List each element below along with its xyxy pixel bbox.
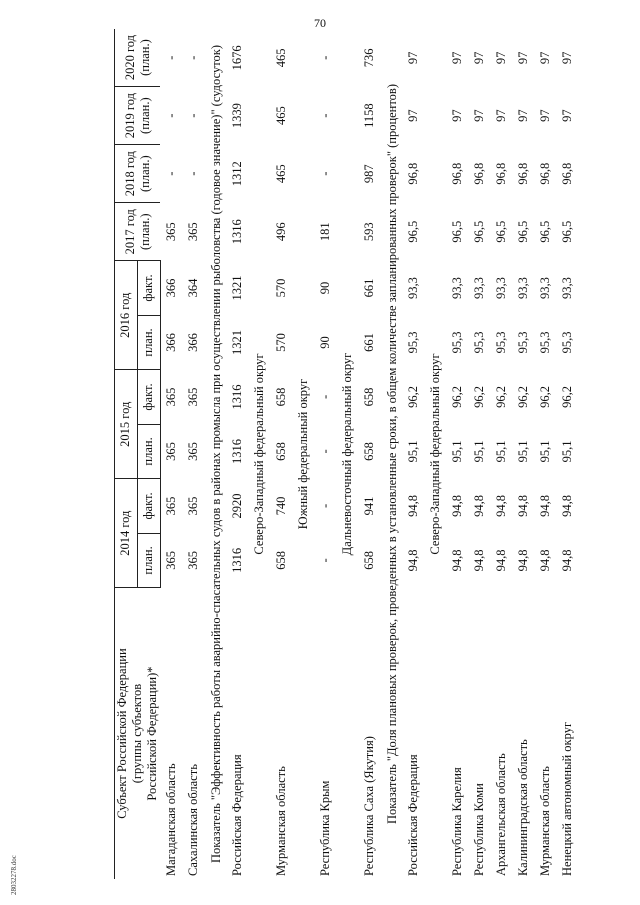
row-value-cell: 93,3 [494, 277, 508, 299]
subject-header-line: Российской Федерации)* [145, 666, 159, 801]
row-value-cell: - [186, 55, 200, 60]
row-value-cell: 96,5 [560, 220, 574, 243]
district-row [249, 29, 271, 879]
row-value-cell: 95,1 [472, 440, 486, 463]
row-value-cell: 96,2 [406, 386, 420, 408]
row-value-cell: 365 [164, 387, 178, 407]
row-value-cell: 95,3 [560, 331, 574, 354]
plan-header-2019 [115, 87, 161, 145]
row-value-cell: 95,3 [450, 331, 464, 354]
row-value-cell: 1158 [362, 103, 376, 128]
row-value-cell: 465 [274, 48, 288, 68]
row-value-cell: 1339 [230, 103, 244, 129]
row-value-cell: 90 [318, 281, 332, 295]
row-value-cell: 366 [164, 333, 178, 352]
subject-header [115, 588, 161, 879]
row-value-cell: 1321 [230, 275, 244, 301]
row-value-cell: 96,8 [406, 162, 420, 185]
row-value-cell: 661 [362, 333, 376, 352]
table-row [183, 29, 205, 879]
row-value-cell: 365 [163, 222, 178, 242]
subheader-plan: план. [137, 424, 160, 478]
row-value-cell: 364 [186, 278, 200, 298]
row-value-cell: 96,5 [516, 220, 530, 243]
row-value-cell: 365 [186, 442, 200, 461]
row-value-cell: 97 [516, 51, 530, 65]
plan-header-year: 2018 год [122, 151, 137, 197]
row-value-cell: 570 [274, 278, 288, 298]
plan-header-year: 2020 год [122, 34, 137, 81]
row-value-cell: 97 [494, 51, 508, 65]
row-value-cell: 1676 [230, 45, 244, 71]
row-value-cell: 987 [362, 164, 376, 184]
row-value-cell: 97 [406, 109, 420, 122]
row-value-cell: 1316 [230, 384, 244, 410]
row-value-cell: 366 [164, 278, 178, 298]
plan-header-note: (план.) [137, 39, 152, 76]
row-value-cell: 94,8 [450, 549, 464, 572]
row-value-cell: 2920 [230, 493, 244, 519]
plan-header-note: (план.) [137, 155, 152, 192]
row-subject-name: Калининградская область [516, 739, 530, 876]
row-value-cell: 736 [362, 48, 376, 68]
row-value-cell: 96,8 [450, 162, 464, 185]
subheader-fact: факт. [137, 479, 160, 533]
row-value-cell: 366 [186, 333, 200, 352]
subject-header-line: Субъект Российской Федерации [115, 648, 129, 819]
plan-header-note: (план.) [137, 213, 152, 251]
row-value-cell: 96,5 [472, 220, 486, 243]
indicator-title: Показатель "Доля плановых проверок, проведенных в установленные сроки, в общем количестве запланированных проверок" (процентов) [384, 84, 399, 825]
row-value-cell: 941 [362, 496, 376, 516]
row-value-cell: 661 [362, 278, 376, 298]
row-value-cell: 96,5 [538, 220, 552, 243]
plan-header-note: (план.) [137, 97, 152, 134]
page-number: 70 [314, 16, 326, 30]
table-row [271, 29, 293, 879]
row-value-cell: 181 [318, 222, 332, 242]
row-subject-name: Мурманская область [274, 766, 288, 876]
row-subject-name: Российская Федерация [406, 754, 420, 876]
subheader-fact: факт. [137, 261, 160, 315]
row-subject-name: Магаданская область [163, 763, 178, 876]
row-value-cell: 95,1 [538, 440, 552, 463]
row-value-cell: 94,8 [516, 549, 530, 572]
row-value-cell: 1316 [230, 547, 244, 573]
row-value-cell: 96,2 [560, 386, 574, 408]
row-value-cell: 94,8 [516, 495, 530, 517]
row-value-cell: 96,8 [494, 162, 508, 185]
row-value-cell: 94,8 [538, 495, 552, 517]
row-value-cell: 658 [362, 387, 376, 407]
district-row [337, 29, 359, 879]
row-value-cell: 96,8 [472, 162, 486, 185]
row-value-cell: 465 [274, 164, 288, 184]
row-value-cell: 658 [274, 551, 288, 570]
row-value-cell: 94,8 [560, 495, 574, 517]
district-title: Северо-Западный федеральный округ [428, 353, 442, 555]
row-value-cell: 97 [406, 51, 420, 65]
row-value-cell: 95,3 [516, 331, 530, 354]
year-header-2016: 2016 год [115, 261, 138, 370]
row-value-cell: 1321 [230, 329, 244, 355]
year-header-2014: 2014 год [115, 479, 138, 588]
row-value-cell: 94,8 [406, 495, 420, 517]
table-header [115, 29, 161, 879]
row-value-cell: 658 [362, 442, 376, 461]
row-value-cell: 593 [362, 222, 376, 242]
row-value-cell: 97 [516, 109, 530, 122]
row-value-cell: 96,5 [406, 220, 420, 243]
row-value-cell: 94,8 [406, 549, 420, 572]
row-value-cell: 94,8 [560, 549, 574, 572]
row-value-cell: 96,2 [494, 386, 508, 408]
subject-header-line: (группы субъектов [130, 683, 144, 784]
row-value-cell: 95,3 [472, 331, 486, 354]
indicator-table [114, 29, 579, 879]
row-value-cell: - [318, 449, 332, 454]
row-value-cell: 94,8 [472, 549, 486, 572]
row-value-cell: 95,1 [560, 440, 574, 463]
district-row [293, 29, 315, 879]
table-row [227, 29, 249, 879]
row-subject-name: Республика Крым [318, 780, 332, 876]
row-value-cell: - [318, 394, 332, 400]
row-value-cell: 94,8 [494, 495, 508, 517]
row-value-cell: - [318, 558, 332, 563]
district-row [425, 29, 447, 879]
row-value-cell: 1316 [230, 219, 244, 245]
row-value-cell: - [186, 171, 200, 176]
row-value-cell: 96,2 [472, 386, 486, 408]
row-value-cell: 1316 [230, 438, 244, 464]
plan-header-2020 [115, 29, 161, 87]
table-row [403, 29, 425, 879]
row-value-cell: 90 [318, 336, 332, 349]
row-value-cell: 740 [274, 496, 288, 516]
row-value-cell: 95,3 [538, 331, 552, 354]
row-value-cell: 93,3 [472, 277, 486, 299]
row-value-cell: 95,1 [494, 440, 508, 463]
row-value-cell: 96,2 [450, 386, 464, 408]
row-value-cell: 96,2 [538, 386, 552, 408]
row-value-cell: 97 [538, 109, 552, 122]
row-value-cell: 95,3 [406, 331, 420, 354]
row-value-cell: 93,3 [450, 277, 464, 299]
row-subject-name: Республика Коми [472, 783, 486, 876]
indicator-section-row [205, 29, 227, 879]
plan-header-2018 [115, 145, 161, 203]
table-row [491, 29, 513, 879]
row-value-cell: 97 [560, 109, 574, 122]
row-value-cell: 96,5 [494, 220, 508, 243]
row-value-cell: - [318, 55, 332, 60]
row-value-cell: 95,1 [516, 440, 530, 463]
district-title: Дальневосточный федеральный округ [340, 352, 354, 556]
row-value-cell: 97 [450, 109, 464, 122]
plan-header-year: 2019 год [122, 93, 137, 139]
row-value-cell: 94,8 [472, 495, 486, 517]
row-value-cell: - [318, 171, 332, 176]
row-subject-name: Российская Федерация [230, 754, 244, 876]
row-value-cell: 365 [164, 442, 178, 461]
row-value-cell: 96,8 [516, 162, 530, 185]
row-value-cell: 97 [494, 109, 508, 122]
table-body [160, 29, 579, 879]
row-value-cell: 96,2 [516, 386, 530, 408]
row-value-cell: - [163, 55, 178, 60]
row-value-cell: 95,1 [406, 440, 420, 463]
row-value-cell: 96,8 [538, 162, 552, 185]
row-value-cell: 94,8 [538, 549, 552, 572]
row-value-cell: 97 [560, 51, 574, 65]
row-value-cell: 95,3 [494, 331, 508, 354]
plan-header-year: 2017 год [122, 209, 137, 255]
table-row [535, 29, 557, 879]
row-value-cell: 465 [274, 106, 288, 126]
row-value-cell: - [318, 113, 332, 118]
table-row [513, 29, 535, 879]
indicator-title: Показатель "Эффективность работы аварийно-спасательных судов в районах промысла при осуществлении рыболовства (годовое значение)" (судосуток) [208, 44, 223, 864]
year-header-2015: 2015 год [115, 370, 138, 479]
row-value-cell: 570 [274, 333, 288, 352]
row-value-cell: 658 [274, 442, 288, 461]
row-subject-name: Сахалинская область [186, 764, 200, 876]
row-value-cell: 365 [164, 551, 178, 570]
row-value-cell: 93,3 [516, 277, 530, 299]
row-value-cell: 97 [472, 109, 486, 122]
row-value-cell: 1312 [230, 161, 244, 187]
plan-header-2017 [115, 203, 161, 261]
row-value-cell: 97 [472, 51, 486, 65]
row-subject-name: Мурманская область [538, 766, 552, 876]
row-value-cell: 365 [186, 551, 200, 570]
row-value-cell: - [186, 113, 200, 118]
district-title: Южный федеральный округ [296, 378, 310, 530]
indicator-section-row [381, 29, 403, 879]
row-value-cell: 365 [186, 387, 200, 407]
row-value-cell: 96,5 [450, 220, 464, 243]
subheader-plan: план. [137, 315, 160, 369]
subheader-fact: факт. [137, 370, 160, 424]
row-value-cell: 496 [274, 222, 288, 242]
table-row [557, 29, 579, 879]
row-value-cell: 93,3 [538, 277, 552, 299]
table-row [315, 29, 337, 879]
row-value-cell: 95,1 [450, 440, 464, 463]
row-subject-name: Архангельская область [494, 753, 508, 876]
row-value-cell: 96,8 [560, 162, 574, 185]
table-row [160, 29, 183, 879]
row-value-cell: 365 [164, 496, 178, 516]
table-row [447, 29, 469, 879]
row-value-cell: - [163, 171, 178, 176]
row-subject-name: Ненецкий автономный округ [560, 721, 574, 876]
row-value-cell: 94,8 [450, 495, 464, 517]
row-value-cell: 658 [362, 551, 376, 570]
row-value-cell: 658 [274, 387, 288, 407]
row-value-cell: - [318, 503, 332, 509]
table-row [359, 29, 381, 879]
row-value-cell: - [163, 113, 178, 118]
document-code: 28032278.doc [10, 855, 18, 895]
row-value-cell: 93,3 [406, 277, 420, 299]
row-value-cell: 365 [186, 222, 200, 242]
district-title: Северо-Западный федеральный округ [252, 353, 266, 555]
row-value-cell: 94,8 [494, 549, 508, 572]
row-value-cell: 93,3 [560, 277, 574, 299]
row-value-cell: 97 [450, 51, 464, 65]
subheader-plan: план. [137, 533, 160, 587]
row-subject-name: Республика Саха (Якутия) [362, 736, 376, 876]
row-value-cell: 365 [186, 496, 200, 516]
row-value-cell: 97 [538, 51, 552, 65]
row-subject-name: Республика Карелия [450, 767, 464, 876]
rotated-table-container [114, 29, 624, 879]
table-row [469, 29, 491, 879]
